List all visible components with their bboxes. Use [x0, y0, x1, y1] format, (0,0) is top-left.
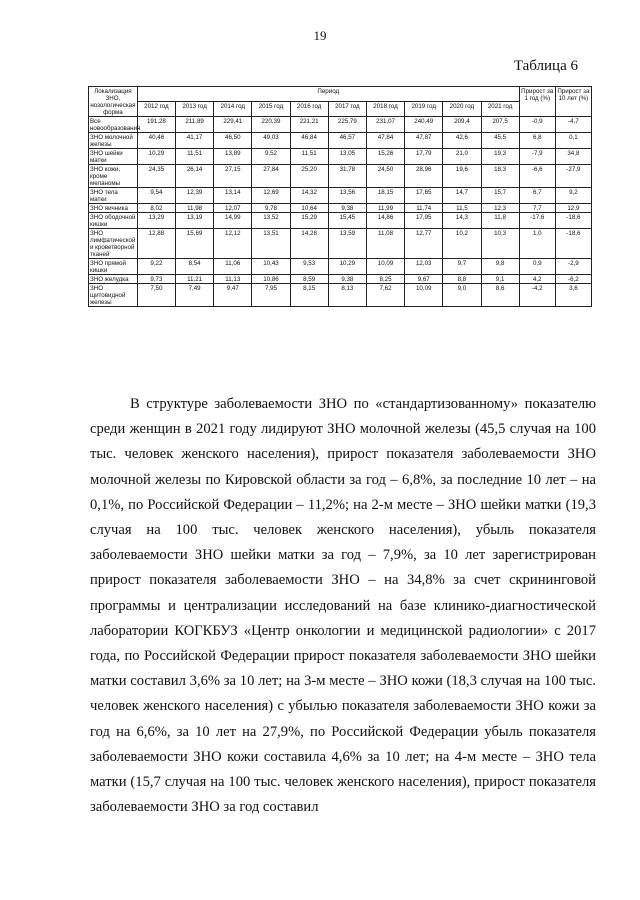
- table-cell: 12,3: [481, 204, 519, 213]
- table-cell: 8,59: [290, 275, 328, 284]
- table-cell: 27,84: [252, 165, 290, 188]
- table-cell: 19,6: [443, 165, 481, 188]
- table-cell: 12,03: [405, 259, 443, 275]
- header-localization: Локализация ЗНО, нозологическая форма: [90, 87, 136, 116]
- table-cell: 10,2: [443, 229, 481, 259]
- year-header: 2016 год: [290, 102, 328, 117]
- year-header: 2014 год: [214, 102, 252, 117]
- growth-1-year-cell: 4,2: [519, 275, 555, 284]
- growth-1-year-cell: 1,0: [519, 229, 555, 259]
- table-cell: 7,50: [137, 284, 175, 307]
- table-cell: 9,47: [214, 284, 252, 307]
- table-cell: 13,14: [214, 188, 252, 204]
- year-header: 2019 год: [405, 102, 443, 117]
- row-label: ЗНО молочной железы: [89, 133, 138, 149]
- table-cell: 14,86: [366, 213, 404, 229]
- row-label: ЗНО яичника: [89, 204, 138, 213]
- table-cell: 15,45: [328, 213, 366, 229]
- table-cell: 8,25: [366, 275, 404, 284]
- table-cell: 47,87: [405, 133, 443, 149]
- table-cell: 13,19: [176, 213, 214, 229]
- growth-1-year-cell: 6,7: [519, 188, 555, 204]
- table-cell: 7,62: [366, 284, 404, 307]
- table-cell: 10,09: [366, 259, 404, 275]
- table-cell: 10,09: [405, 284, 443, 307]
- table-cell: 8,02: [137, 204, 175, 213]
- table-cell: 24,50: [366, 165, 404, 188]
- table-cell: 11,98: [176, 204, 214, 213]
- table-cell: 15,69: [176, 229, 214, 259]
- table-cell: 10,3: [481, 229, 519, 259]
- table-cell: 9,38: [328, 275, 366, 284]
- table-cell: 9,53: [290, 259, 328, 275]
- row-label: Все новообразования: [90, 117, 141, 132]
- body-paragraph: В структуре заболеваемости ЗНО по «стандартизованному» показателю среди женщин в 2021 году лидируют ЗНО молочной железы (45,5 случая на 100 тыс. человек женского населения), прирост показателя заболеваемости ЗНО молочной железы по Кировской области за год – 6,8%, за последние 10 лет – на 0,1%, по Российской Федерации – 11,2%; на 2-м месте – ЗНО шейки матки (19,3 случая на 100 тыс. человек женского населения), убыль показателя заболеваемости ЗНО шейки матки за год – 7,9%, за 10 лет зарегистрирован прирост показателя заболеваемости ЗНО – на 34,8% за счет скрининговой программы и централизации исследований на базе клинико-диагностической лаборатории КОГКБУЗ «Центр онкологии и медицинской радиологии» с 2017 года, по Российской Федерации прирост показателя заболеваемости ЗНО шейки матки составил 3,6% за 10 лет; на 3-м месте – ЗНО кожи (18,3 случая на 100 тыс. человек женского населения) с убылью показателя заболеваемости ЗНО кожи за год на 6,6%, за 10 лет на 27,9%, по Российской Федерации убыль показателя заболеваемости ЗНО кожи составила 4,6% за 10 лет; на 4-м месте – ЗНО тела матки (15,7 случая на 100 тыс. человек женского населения), прирост показателя заболеваемости ЗНО за год составил: [90, 396, 596, 816]
- growth-1-year-cell: -7,9: [519, 149, 555, 165]
- row-label: ЗНО тела матки: [89, 188, 138, 204]
- row-label: ЗНО кожи, кроме меланомы: [89, 165, 138, 188]
- row-label: ЗНО лимфатической и кроветворной тканей: [90, 229, 136, 258]
- table-cell: 17,65: [405, 188, 443, 204]
- row-label: ЗНО шейки матки: [89, 149, 138, 165]
- row-label: ЗНО щитовидной железы: [89, 284, 138, 307]
- table-cell: 229,41: [214, 117, 252, 133]
- table-cell: 13,05: [328, 149, 366, 165]
- year-header: 2017 год: [328, 102, 366, 117]
- table-cell: 12,39: [176, 188, 214, 204]
- incidence-table: [88, 86, 592, 307]
- table-cell: 14,7: [443, 188, 481, 204]
- table-row: [89, 284, 592, 307]
- table-cell: 40,46: [137, 133, 175, 149]
- table-cell: 9,67: [405, 275, 443, 284]
- table-cell: 27,15: [214, 165, 252, 188]
- table-row: [89, 259, 592, 275]
- table-cell: 211,89: [176, 117, 214, 133]
- table-cell: 7,49: [176, 284, 214, 307]
- table-cell: 8,8: [443, 275, 481, 284]
- table-cell: 46,84: [290, 133, 328, 149]
- table-cell: 17,79: [405, 149, 443, 165]
- table-cell: 11,21: [176, 275, 214, 284]
- table-cell: 9,78: [252, 204, 290, 213]
- table-cell: 14,32: [290, 188, 328, 204]
- growth-1-year-cell: 7,7: [519, 204, 555, 213]
- table-cell: 11,06: [214, 259, 252, 275]
- table-cell: 11,51: [290, 149, 328, 165]
- table-cell: 11,51: [176, 149, 214, 165]
- table-cell: 18,15: [366, 188, 404, 204]
- table-row: [89, 275, 592, 284]
- table-cell: 8,13: [328, 284, 366, 307]
- table-cell: 10,29: [137, 149, 175, 165]
- year-header: 2013 год: [176, 102, 214, 117]
- table-cell: 14,28: [290, 229, 328, 259]
- table-cell: 9,22: [137, 259, 175, 275]
- table-cell: 12,07: [214, 204, 252, 213]
- table-cell: 12,12: [214, 229, 252, 259]
- table-cell: 9,0: [443, 284, 481, 307]
- growth-1-year-cell: -4,2: [519, 284, 555, 307]
- growth-10-years-cell: 9,2: [555, 188, 591, 204]
- growth-10-years-cell: 3,6: [555, 284, 591, 307]
- table-cell: 7,95: [252, 284, 290, 307]
- table-cell: 8,54: [176, 259, 214, 275]
- table-cell: 9,52: [252, 149, 290, 165]
- table-cell: 46,57: [328, 133, 366, 149]
- table-cell: 15,26: [366, 149, 404, 165]
- table-cell: 9,38: [328, 204, 366, 213]
- year-header: 2020 год: [443, 102, 481, 117]
- table-cell: 28,96: [405, 165, 443, 188]
- table-row: [89, 133, 592, 149]
- table-row: [89, 149, 592, 165]
- table-cell: 25,20: [290, 165, 328, 188]
- table-cell: 24,35: [137, 165, 175, 188]
- header-period: Период: [137, 87, 519, 102]
- table-cell: 17,95: [405, 213, 443, 229]
- table-cell: 13,89: [214, 149, 252, 165]
- table-cell: 31,78: [328, 165, 366, 188]
- table-caption: Таблица 6: [513, 58, 578, 74]
- growth-1-year-cell: -17,6: [519, 213, 555, 229]
- table-cell: 12,77: [405, 229, 443, 259]
- table-cell: 231,07: [366, 117, 404, 133]
- table-row: [89, 213, 592, 229]
- growth-10-years-cell: 0,1: [555, 133, 591, 149]
- growth-10-years-cell: -4,7: [555, 117, 591, 133]
- table-cell: 13,29: [137, 213, 175, 229]
- table-cell: 9,54: [137, 188, 175, 204]
- table-cell: 42,6: [443, 133, 481, 149]
- table-cell: 41,17: [176, 133, 214, 149]
- table-cell: 19,3: [481, 149, 519, 165]
- table-cell: 10,64: [290, 204, 328, 213]
- table-row: [89, 188, 592, 204]
- growth-10-years-cell: -27,9: [555, 165, 591, 188]
- table-cell: 9,8: [481, 259, 519, 275]
- table-row: [89, 204, 592, 213]
- table-cell: 46,50: [214, 133, 252, 149]
- table-cell: 220,39: [252, 117, 290, 133]
- table-cell: 14,99: [214, 213, 252, 229]
- table-cell: 49,03: [252, 133, 290, 149]
- table-cell: 11,13: [214, 275, 252, 284]
- growth-1-year-cell: 0,9: [519, 259, 555, 275]
- row-label: ЗНО ободочной кишки: [90, 213, 136, 228]
- year-header: 2018 год: [366, 102, 404, 117]
- table-cell: 209,4: [443, 117, 481, 133]
- table-cell: 13,51: [252, 229, 290, 259]
- year-header: 2015 год: [252, 102, 290, 117]
- table-cell: 221,21: [290, 117, 328, 133]
- row-label: ЗНО желудка: [89, 275, 138, 284]
- table-cell: 225,79: [328, 117, 366, 133]
- growth-1-year-cell: -6,6: [519, 165, 555, 188]
- table-cell: 9,73: [137, 275, 175, 284]
- table-cell: 8,6: [481, 284, 519, 307]
- table-cell: 13,56: [328, 188, 366, 204]
- table-cell: 9,7: [443, 259, 481, 275]
- table-cell: 15,7: [481, 188, 519, 204]
- growth-1-year-cell: -0,9: [519, 117, 555, 133]
- table-cell: 45,5: [481, 133, 519, 149]
- growth-1-year-cell: 6,8: [519, 133, 555, 149]
- row-label: ЗНО прямой кишки: [89, 259, 138, 275]
- table-cell: 15,29: [290, 213, 328, 229]
- table-cell: 47,84: [366, 133, 404, 149]
- table-cell: 8,15: [290, 284, 328, 307]
- table-cell: 13,52: [252, 213, 290, 229]
- table-cell: 10,29: [328, 259, 366, 275]
- table-cell: 18,3: [481, 165, 519, 188]
- table-cell: 12,69: [252, 188, 290, 204]
- table-body: [89, 117, 592, 307]
- growth-10-years-cell: -18,6: [555, 213, 591, 229]
- table-cell: 14,3: [443, 213, 481, 229]
- table-cell: 11,8: [481, 213, 519, 229]
- table-cell: 26,14: [176, 165, 214, 188]
- table-cell: 11,74: [405, 204, 443, 213]
- table-cell: 9,1: [481, 275, 519, 284]
- growth-10-years-cell: -18,6: [555, 229, 591, 259]
- year-header: 2012 год: [137, 102, 175, 117]
- table-cell: 207,5: [481, 117, 519, 133]
- header-growth-10-years: Прирост за 10 лет (%): [555, 87, 591, 117]
- growth-10-years-cell: -2,9: [555, 259, 591, 275]
- table-cell: 13,59: [328, 229, 366, 259]
- table-cell: 21,0: [443, 149, 481, 165]
- header-growth-1-year: Прирост за 1 год (%): [519, 87, 555, 117]
- growth-10-years-cell: 34,8: [555, 149, 591, 165]
- table-row: [89, 165, 592, 188]
- table-row: [89, 229, 592, 259]
- page-number: 19: [313, 28, 327, 43]
- table-cell: 11,08: [366, 229, 404, 259]
- table-cell: 12,88: [137, 229, 175, 259]
- table-cell: 10,86: [252, 275, 290, 284]
- table-row: [89, 117, 592, 133]
- table-cell: 10,43: [252, 259, 290, 275]
- table-cell: 11,5: [443, 204, 481, 213]
- growth-10-years-cell: 12,9: [555, 204, 591, 213]
- table-cell: 11,99: [366, 204, 404, 213]
- year-header: 2021 год: [481, 102, 519, 117]
- table-cell: 191,28: [137, 117, 175, 133]
- growth-10-years-cell: -6,2: [555, 275, 591, 284]
- table-cell: 240,49: [405, 117, 443, 133]
- years-header-row: [89, 102, 592, 117]
